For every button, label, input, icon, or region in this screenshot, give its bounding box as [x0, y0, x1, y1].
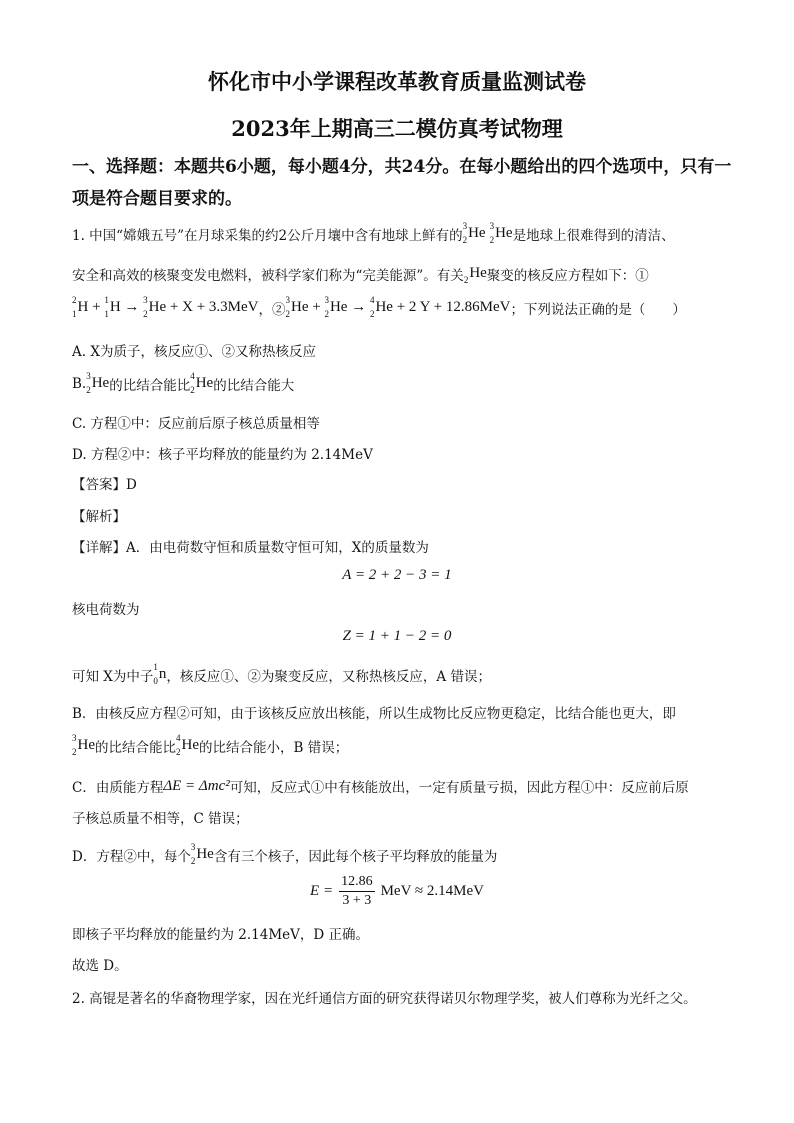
detail-b-line2: 3 2 He 的比结合能比 4 2 He 的比结合能小，B 错误；	[72, 733, 349, 757]
neutron-conclusion: 可知 X为中子 1 0 n ，核反应①、②为聚变反应，又称热核反应，A 错误；	[72, 662, 491, 686]
nuclide-he3: 3 2 He	[190, 842, 214, 866]
section-heading-line2: 项是符合题目要求的。	[72, 189, 242, 209]
nuclide-he4: 4 2 He	[176, 733, 199, 757]
q1-stem-text: 聚变的核反应方程如下：①	[486, 267, 649, 284]
detail-b-line1: B．由核反应方程②可知，由于该核反应放出核能，所以生成物比反应物更稳定，比结合能也更大，即	[72, 706, 676, 722]
nuclide-he3: 3 2 He	[462, 221, 486, 245]
option-b: B. 3 2 He 的比结合能比 4 2 He 的比结合能大	[72, 371, 295, 395]
nuclide-he3: 3 2 He	[285, 295, 309, 319]
choose-answer: 故选 D。	[72, 958, 128, 974]
detail-a: 【详解】A．由电荷数守恒和质量数守恒可知，X的质量数为	[72, 540, 429, 556]
q1-question-tail: ；下列说法正确的是（ ）	[510, 301, 686, 318]
equation-average-energy: E = $\frac{12.86}{3 + 3}$ MeV ≈ 2.14MeV	[310, 874, 484, 908]
q1-stem-line1	[72, 222, 675, 245]
nuclide-h1: 1 1 H	[104, 295, 121, 319]
q1-stem-text: 1. 中国“嫦娥五号”在月球采集的约2公斤月壤中含有地球上鲜有的	[72, 227, 463, 244]
q1-stem-text: 是地球上很难得到的清洁、	[512, 227, 675, 244]
nuclide-he3: 2 He	[463, 265, 487, 285]
answer-label: 【答案】D	[72, 477, 137, 493]
energy-fraction: $\frac{12.86}{3 + 3}$	[341, 874, 373, 908]
nuclide-h2: 2 1 H	[72, 295, 89, 319]
q1-separator: ，②	[258, 301, 286, 318]
nuclide-he3: 3 2 He	[324, 295, 348, 319]
question-2-stem: 2. 高锟是著名的华裔物理学家，因在光纤通信方面的研究获得诺贝尔物理学奖，被人们尊称为光纤之父。	[72, 991, 697, 1007]
detail-d-conclusion: 即核子平均释放的能量约为 2.14MeV，D 正确。	[72, 927, 370, 943]
charge-label: 核电荷数为	[72, 602, 140, 618]
q1-stem-text: 安全和高效的核聚变发电燃料，被科学家们称为“完美能源”。有关	[72, 267, 464, 284]
equation-mass-number: A = 2 + 2 − 3 = 1	[342, 567, 452, 583]
nuclide-he4: 4 2 He	[190, 371, 214, 395]
page-subtitle: 2023年上期高三二模仿真考试物理	[231, 116, 563, 141]
equation-charge-number: Z = 1 + 1 − 2 = 0	[342, 628, 452, 644]
option-d: D. 方程②中：核子平均释放的能量约为 2.14MeV	[72, 447, 373, 463]
nuclide-n: 1 0 n	[153, 662, 167, 686]
detail-d-line1: D．方程②中，每个 3 2 He 含有三个核子，因此每个核子平均释放的能量为	[72, 842, 498, 866]
nuclide-he3: 3 2 He	[489, 221, 513, 245]
detail-c-line2: 子核总质量不相等，C 错误；	[72, 811, 249, 827]
mass-energy-equation: ΔE = Δmc²	[163, 777, 230, 794]
nuclide-he3: 3 2 He	[86, 371, 110, 395]
section-heading-line1: 一、选择题：本题共6小题，每小题4分，共24分。在每小题给出的四个选项中，只有一	[72, 157, 732, 177]
option-a: A. X为质子，核反应①、②又称热核反应	[72, 344, 316, 360]
q1-reactions-line: 2 1 H + 1 1 H → 3 2 He + X + 3.3MeV ，② 3 2 He + 3 2 He → 4 2 He + 2 Y + 12.86MeV ；下列说法正确的是（ ）	[72, 295, 686, 319]
nuclide-he3: 3 2 He	[72, 733, 95, 757]
nuclide-he3: 3 2 He	[143, 295, 167, 319]
option-c: C. 方程①中：反应前后原子核总质量相等	[72, 416, 320, 432]
analysis-label: 【解析】	[72, 509, 126, 525]
page-title: 怀化市中小学课程改革教育质量监测试卷	[208, 69, 586, 94]
detail-c-line1: C．由质能方程 ΔE = Δmc² 可知，反应式①中有核能放出，一定有质量亏损，因此方程①中：反应前后原	[72, 777, 689, 796]
nuclide-he4: 4 2 He	[369, 295, 393, 319]
q1-stem-line2	[72, 262, 649, 285]
